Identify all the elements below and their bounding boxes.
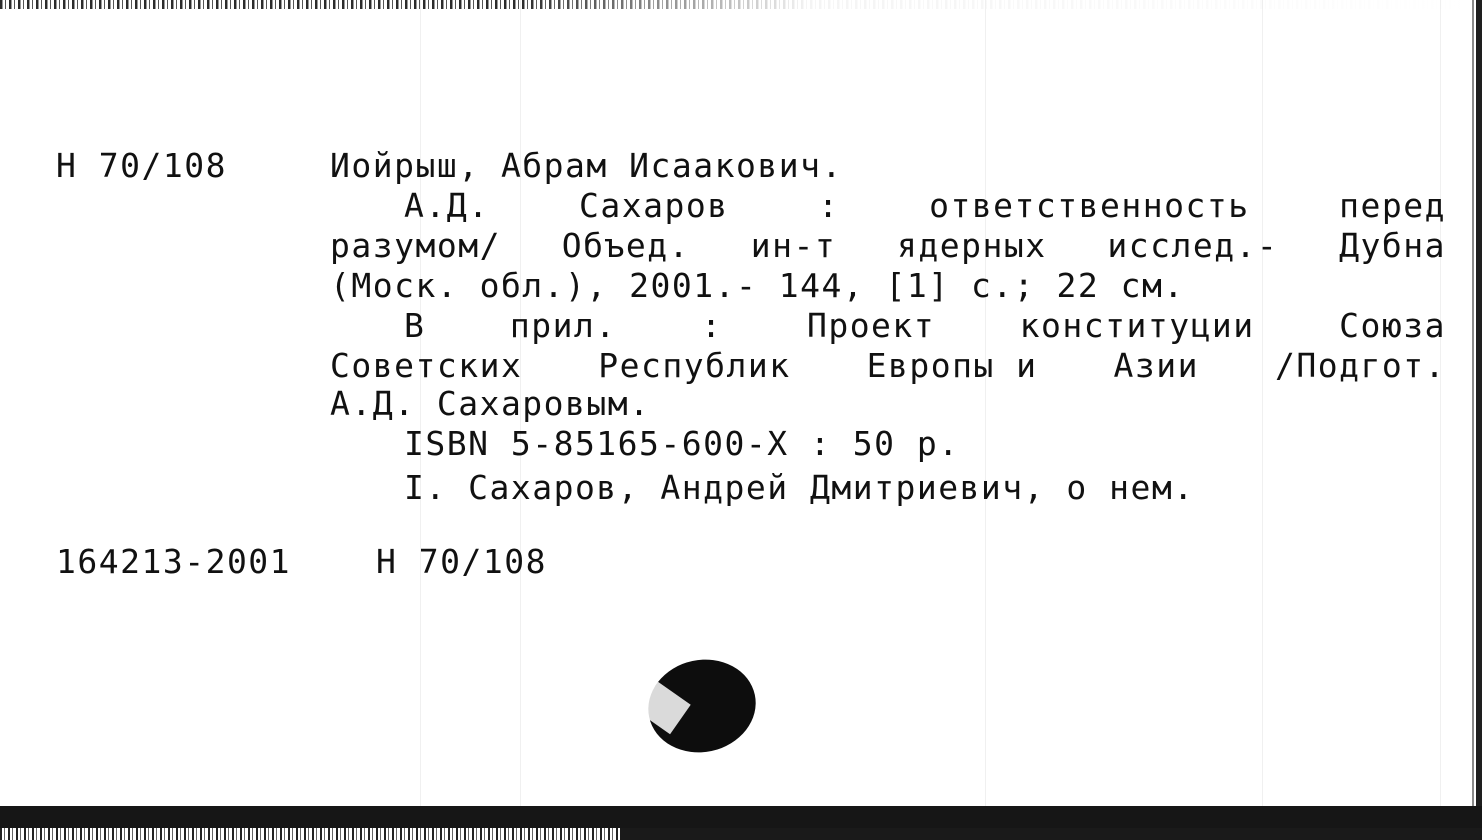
note-line-2	[330, 346, 1446, 386]
note-word: Азии	[1113, 346, 1200, 385]
author-heading: Иойрыш, Абрам Исаакович.	[330, 146, 843, 185]
title-word: А.Д.	[404, 186, 490, 225]
note-word: Республик	[598, 346, 791, 385]
note-word: Проект	[806, 306, 936, 345]
title-word: Сахаров	[579, 186, 729, 225]
title-word: Объед.	[561, 226, 690, 265]
title-word: разумом/	[330, 226, 501, 265]
note-word: /Подгот.	[1275, 346, 1446, 385]
note-line-3: А.Д. Сахаровым.	[330, 384, 651, 423]
note-word: Советских	[330, 346, 523, 385]
title-line-1	[404, 186, 1446, 226]
note-word: :	[701, 306, 723, 345]
shelfmark: Н 70/108	[56, 146, 227, 185]
note-word: прил.	[509, 306, 617, 345]
title-word: ин-т	[750, 226, 837, 265]
title-word: перед	[1339, 186, 1446, 225]
inventory-number: 164213-2001	[56, 542, 292, 581]
imprint-line: (Моск. обл.), 2001.- 144, [1] с.; 22 см.	[330, 266, 1185, 305]
note-word: В	[404, 306, 426, 345]
title-word: :	[818, 186, 840, 225]
title-word: исслед.-	[1107, 226, 1279, 265]
note-word: конституции	[1019, 306, 1255, 345]
scan-artifact-bottom	[0, 806, 1482, 828]
shelfmark-bottom: Н 70/108	[376, 542, 547, 581]
subject-tracing: I. Сахаров, Андрей Дмитриевич, о нем.	[404, 468, 1195, 507]
scan-artifact-right	[1476, 0, 1482, 812]
title-word: Дубна	[1339, 226, 1446, 265]
title-line-2	[330, 226, 1446, 266]
note-line-1	[404, 306, 1446, 346]
note-word: Европы и	[866, 346, 1038, 385]
isbn-line: ISBN 5-85165-600-X : 50 р.	[404, 424, 960, 463]
title-word: ядерных	[897, 226, 1047, 265]
note-word: Союза	[1339, 306, 1446, 345]
title-word: ответственность	[929, 186, 1250, 225]
